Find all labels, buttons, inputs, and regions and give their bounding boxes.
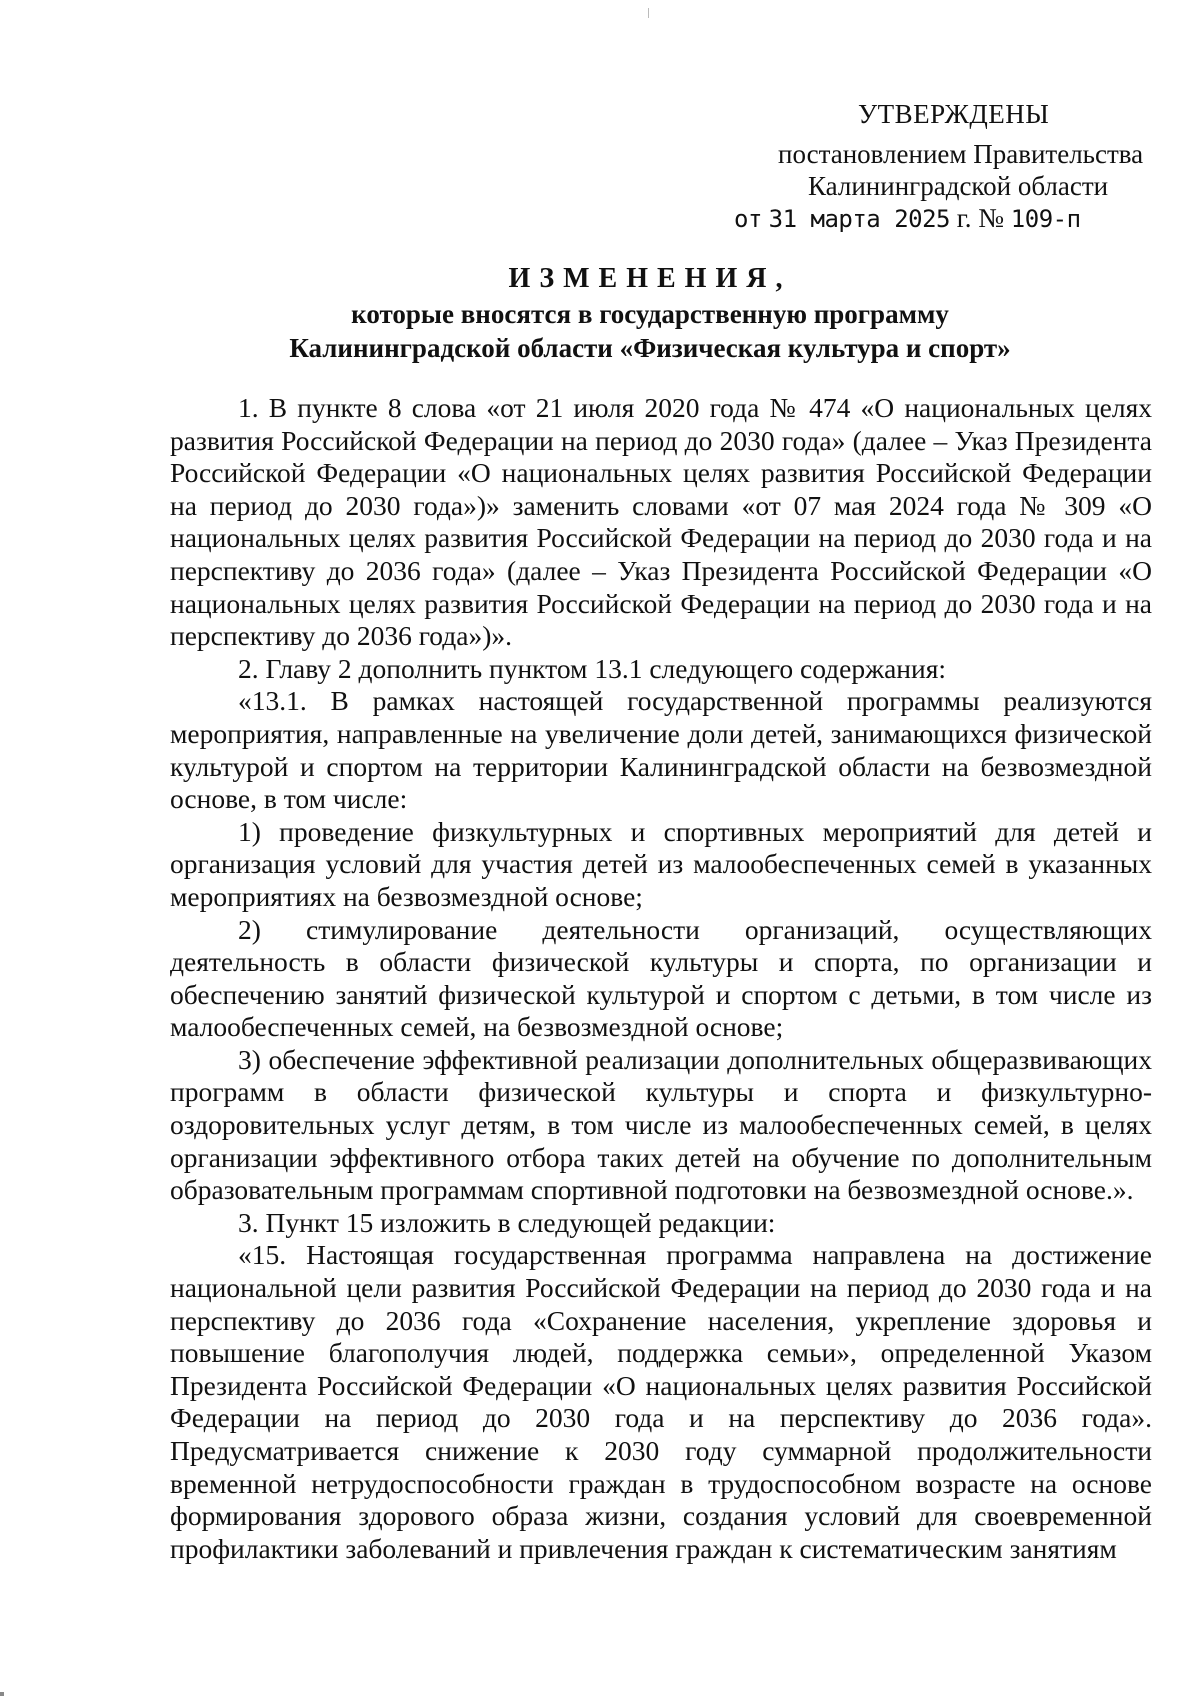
approval-date-line: [734, 202, 1081, 235]
heading-title: ИЗМЕНЕНИЯ,: [508, 263, 792, 294]
scan-artifact: [648, 8, 649, 18]
paragraph-5: 2) стимулирование деятельности организаций, осуществляющих деятельность в области физической культуры и спорта, по организации и обеспечению занятий физической культурой и спортом с детьми, в том числе из малообеспеченных семей, на безвозмездной основе;: [170, 913, 1152, 1043]
paragraph-4: 1) проведение физкультурных и спортивных мероприятий для детей и организация условий для участия детей из малообеспеченных семей в указанных мероприятиях на безвозмездной основе;: [170, 815, 1152, 912]
date-value: 31 марта 2025: [768, 205, 950, 233]
paragraph-7: 3. Пункт 15 изложить в следующей редакции:: [238, 1206, 776, 1238]
paragraph-8: «15. Настоящая государственная программа направлена на достижение национальной цели развития Российской Федерации на период до 2030 года и на перспективу до 2036 года «Сохранение населения, укрепление здоровья и повышение благополучия людей, поддержка семьи», определенной Указом Президента Российской Федерации «О национальных целях развития Российской Федерации на период до 2030 года и на перспективу до 2036 года». Предусматривается снижение к 2030 году суммарной продолжительности временной нетрудоспособности граждан в трудоспособном возрасте на основе формирования здорового образа жизни, создания условий для своевременной профилактики заболеваний и привлечения граждан к систематическим занятиям: [170, 1239, 1152, 1564]
paragraph-1: 1. В пункте 8 слова «от 21 июля 2020 года № 474 «О национальных целях развития Российской Федерации на период до 2030 года» (далее – Указ Президента Российской Федерации «О национальных целях развития Российской Федерации на период до 2030 года»)» заменить словами «от 07 мая 2024 года № 309 «О национальных целях развития Российской Федерации на период до 2030 года и на перспективу до 2036 года» (далее – Указ Президента Российской Федерации «О национальных целях развития Российской Федерации на период до 2030 года и на перспективу до 2036 года»)».: [170, 392, 1152, 652]
paragraph-2: 2. Главу 2 дополнить пунктом 13.1 следующего содержания:: [238, 652, 947, 684]
approval-issuer-line: постановлением Правительства: [778, 139, 1144, 169]
document-heading: [170, 262, 1130, 365]
heading-subtitle-line2: Калининградской области «Физическая культура и спорт»: [289, 333, 1011, 363]
approval-title: УТВЕРЖДЕНЫ: [858, 99, 1050, 129]
document-body: [170, 392, 1152, 1565]
paragraph-3: «13.1. В рамках настоящей государственной программы реализуются мероприятия, направленные на увеличение доли детей, занимающихся физической культурой и спортом на территории Калининградской области на безвозмездной основе, в том числе:: [170, 685, 1152, 815]
scan-artifact: [0, 1692, 4, 1696]
approval-region-line: Калининградской области: [808, 171, 1109, 201]
date-prefix: от: [734, 205, 762, 233]
date-separator: г. №: [950, 203, 1011, 233]
document-number: 109-п: [1010, 205, 1081, 233]
paragraph-6: 3) обеспечение эффективной реализации дополнительных общеразвивающих программ в области физической культуры и спорта и физкультурно-оздоровительных услуг детям, в том числе из малообеспеченных семей, в целях организации эффективного отбора таких детей на обучение по дополнительным образовательным программам спортивной подготовки на безвозмездной основе.».: [170, 1043, 1152, 1206]
heading-subtitle-line1: которые вносятся в государственную программу: [351, 299, 949, 329]
